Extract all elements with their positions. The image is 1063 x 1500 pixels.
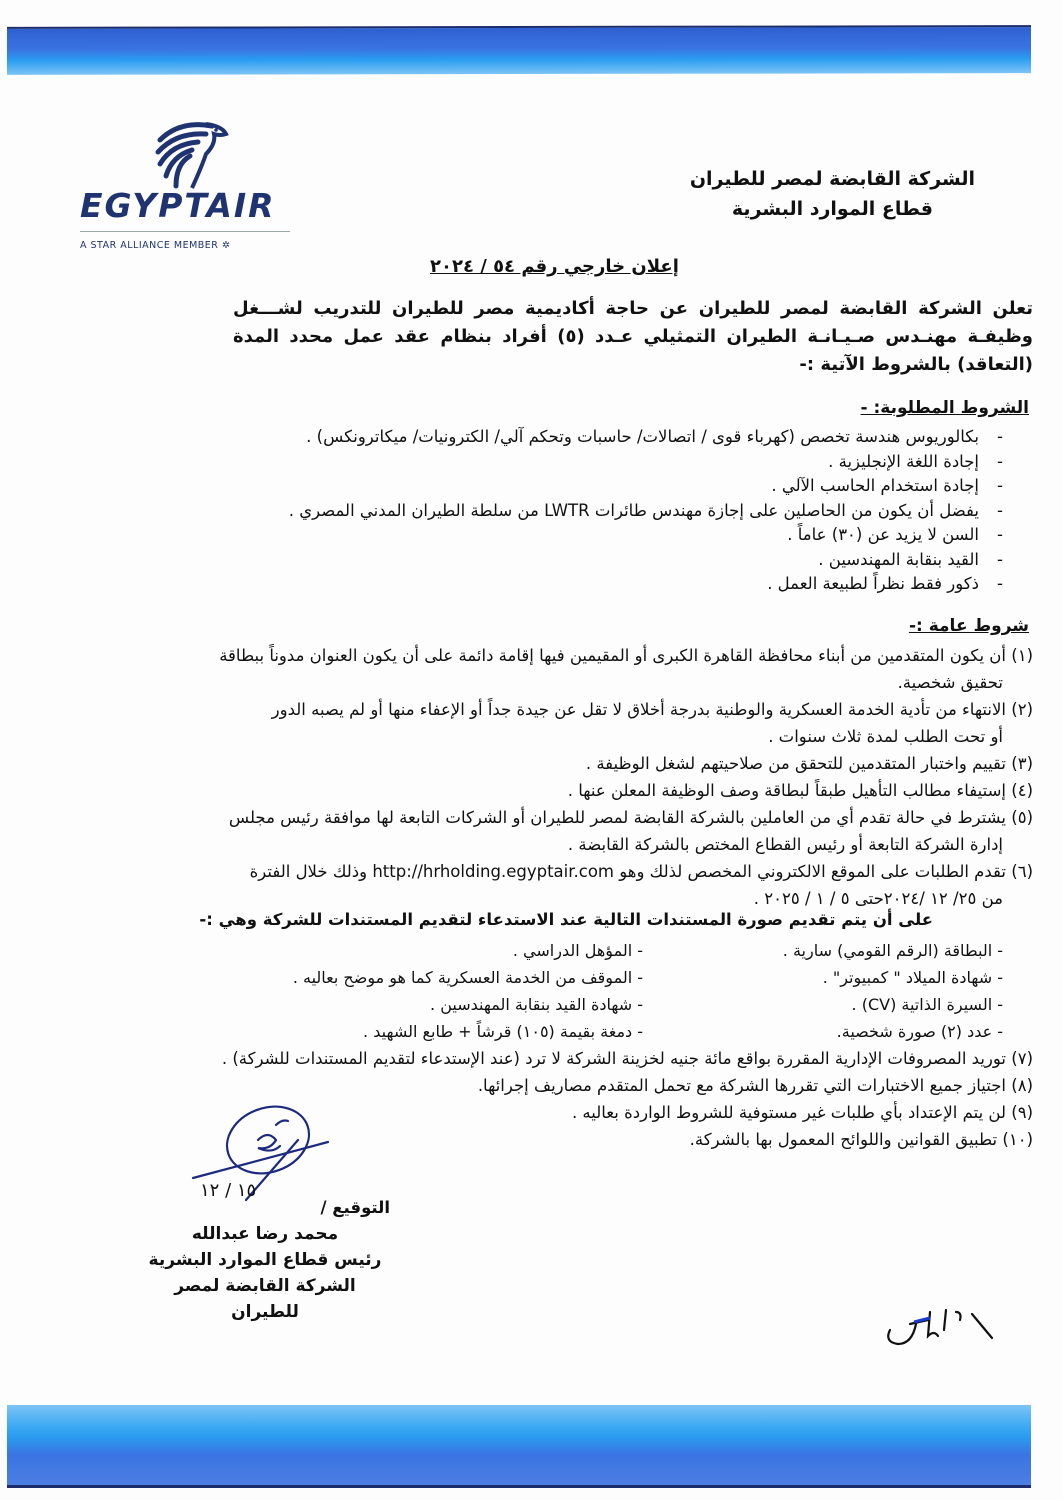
item-text: توريد المصروفات الإدارية المقررة بواقع مائة جنيه لخزينة الشركة لا ترد (عند الإستدعاء لتقديم المستندات للشركة) . [221,1049,1006,1068]
document-item: - الموقف من الخدمة العسكرية كما هو موضح بعاليه . [292,968,643,987]
item-continuation: تحقيق شخصية. [897,673,1003,692]
signatory-name: محمد رضا عبدالله [191,1224,339,1244]
list-item [133,642,1033,696]
signatory-company: الشركة القابضة لمصر للطيران [174,1276,356,1322]
document-item: - شهادة القيد بنقابة المهندسين . [430,995,643,1014]
list-item [133,1072,1033,1099]
list-item: - القيد بنقابة المهندسين . [123,548,1003,573]
required-conditions-list [123,425,1003,597]
item-text: تطبيق القوانين واللوائح المعمول بها بالشركة. [689,1130,998,1149]
signatory-title: رئيس قطاع الموارد البشرية [148,1250,382,1270]
item-continuation: من ٢٥/ ١٢ /٢٠٢٤حتى ٥ / ١ / ٢٠٢٥ . [753,889,1003,908]
item-continuation: أو تحت الطلب لمدة ثلاث سنوات . [768,727,1003,746]
item-text: يشترط في حالة تقدم أي من العاملين بالشركة القابضة لمصر للطيران أو الشركات التابعة لها موافقة رئيس مجلس [228,808,1006,827]
department-name: قطاع الموارد البشرية [731,198,933,220]
list-item [133,777,1033,804]
item-number: (١) [1011,646,1033,665]
list-item [133,696,1033,750]
egyptair-logo [80,118,300,251]
announcement-intro: تعلن الشركة القابضة لمصر للطيران عن حاجة أكاديمية مصر للطيران للتدريب لشـــغل وظيفـة مهنـدس صـيـانـة الطيران التمثيلي عـدد (٥) أفراد بنظام عقد عمل محدد المدة (التعاقد) بالشروط الآتية :- [233,298,1033,375]
signature-block [140,1195,390,1325]
tagline-text: A STAR ALLIANCE MEMBER [80,240,219,251]
egyptair-wordmark: EGYPTAIR [80,186,290,232]
list-item: - إجادة اللغة الإنجليزية . [123,450,1003,475]
handwritten-date: ١٥ / ١٢ [200,1180,257,1201]
document-item: - عدد (٢) صورة شخصية. [836,1022,1003,1041]
item-number: (٦) [1011,862,1033,881]
list-item [133,804,1033,858]
item-number: (٧) [1011,1049,1033,1068]
general-conditions-heading: شروط عامة :- [908,616,1029,636]
item-text: اجتياز جميع الاختبارات التي تقررها الشركة مع تحمل المتقدم مصاريف إجرائها. [477,1076,1006,1095]
item-number: (٣) [1011,754,1033,773]
item-number: (٢) [1011,700,1033,719]
document-item: - البطاقة (الرقم القومي) سارية . [782,941,1003,960]
list-item: - يفضل أن يكون من الحاصلين على إجازة مهندس طائرات LWTR من سلطة الطيران المدني المصري . [123,499,1003,524]
list-item [133,750,1033,777]
item-number: (٩) [1011,1103,1033,1122]
announcement-title: إعلان خارجي رقم ٥٤ / ٢٠٢٤ [430,256,679,277]
star-alliance-tagline [80,240,300,251]
general-conditions-list [133,642,1033,912]
documents-heading: على أن يتم تقديم صورة المستندات التالية عند الاستدعاء لتقديم المستندات للشركة وهي :- [199,910,933,929]
list-item: - ذكور فقط نظراً لطبيعة العمل . [123,572,1003,597]
list-item: - بكالوريوس هندسة تخصص (كهرباء قوى / اتصالات/ حاسبات وتحكم آلي/ الكترونيات/ ميكاترونكس) . [123,425,1003,450]
item-text: تقدم الطلبات على الموقع الالكتروني المخصص لذلك وهو http://hrholding.egyptair.com وذلك خلال الفترة [249,862,1006,881]
item-number: (٤) [1011,781,1033,800]
item-text: أن يكون المتقدمين من أبناء محافظة القاهرة الكبرى أو المقيمين فيها إقامة دائمة على أن يكون العنوان مدوناً ببطاقة [219,646,1006,665]
footer-decorative-band [7,1405,1031,1488]
document-item: - دمغة بقيمة (١٠٥) قرشاً + طابع الشهيد . [363,1022,643,1041]
document-item: - المؤهل الدراسي . [512,941,643,960]
signature-label: التوقيع / [320,1198,390,1217]
handwritten-initials [880,1300,1000,1350]
company-name: الشركة القابضة لمصر للطيران [689,168,975,190]
document-item: - شهادة الميلاد " كمبيوتر" . [822,968,1003,987]
required-conditions-heading: الشروط المطلوبة: - [860,398,1029,418]
company-header [690,164,975,224]
item-text: تقييم واختبار المتقدمين للتحقق من صلاحيتهم لشغل الوظيفة . [585,754,1006,773]
list-item: - إجادة استخدام الحاسب الآلي . [123,474,1003,499]
item-number: (٥) [1011,808,1033,827]
list-item [133,1045,1033,1072]
eagle-icon [150,118,230,190]
documents-list [283,937,1003,1045]
item-number: (١٠) [1002,1130,1033,1149]
star-alliance-icon: ✲ [221,240,231,251]
item-text: إستيفاء مطالب التأهيل طبقاً لبطاقة وصف الوظيفة المعلن عنها . [567,781,1006,800]
header-decorative-band [7,25,1031,75]
item-text: الانتهاء من تأدية الخدمة العسكرية والوطنية بدرجة أخلاق لا تقل عن جيدة جداً أو الإعفاء منها أو لم يصبه الدور [271,700,1006,719]
document-item: - السيرة الذاتية (CV) . [851,995,1003,1014]
list-item: - السن لا يزيد عن (٣٠) عاماً . [123,523,1003,548]
item-continuation: إدارة الشركة التابعة أو رئيس القطاع المختص بالشركة القابضة . [567,835,1003,854]
list-item [133,858,1033,912]
item-text: لن يتم الإعتداد بأي طلبات غير مستوفية للشروط الواردة بعاليه . [571,1103,1006,1122]
item-number: (٨) [1011,1076,1033,1095]
